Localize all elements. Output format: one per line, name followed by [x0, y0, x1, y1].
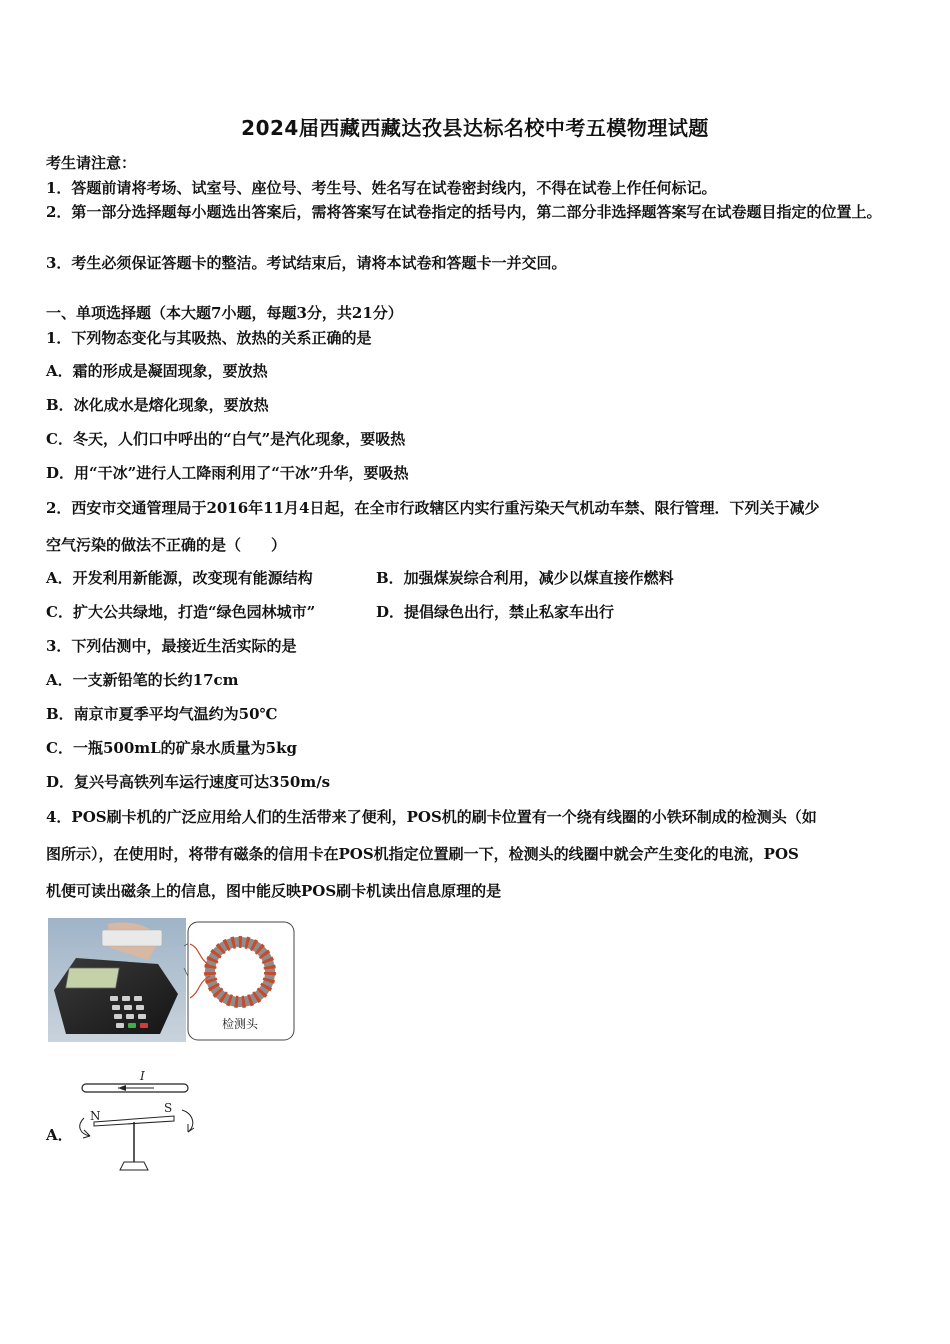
section-heading: 一、单项选择题（本大题7小题，每题3分，共21分） [46, 304, 403, 322]
q1-option-a: A．霜的形成是凝固现象，要放热 [46, 362, 268, 380]
notice-item-3: 3．考生必须保证答题卡的整洁。考试结束后，请将本试卷和答题卡一并交回。 [46, 254, 567, 272]
q2-option-b: B．加强煤炭综合利用，减少以煤直接作燃料 [376, 569, 674, 587]
q1-option-b: B．冰化成水是熔化现象，要放热 [46, 396, 269, 414]
q2-stem-line2: 空气污染的做法不正确的是（ ） [46, 536, 287, 554]
q3-option-a: A．一支新铅笔的长约17cm [46, 671, 239, 689]
q2-option-a: A．开发利用新能源，改变现有能源结构 [46, 569, 313, 587]
q3-option-d: D．复兴号高铁列车运行速度可达350m/s [46, 773, 331, 791]
q4-option-a-figure [74, 1066, 204, 1174]
q4-stem-line2: 图所示），在使用时，将带有磁条的信用卡在POS机指定位置刷一下，检测头的线圈中就会产生变化的电流，POS [46, 845, 799, 863]
current-label: I [140, 1069, 145, 1083]
pos-screen [66, 968, 120, 988]
q3-option-b: B．南京市夏季平均气温约为50℃ [46, 705, 278, 723]
q2-stem-line1: 2．西安市交通管理局于2016年11月4日起，在全市行政辖区内实行重污染天气机动车禁、限行管理．下列关于减少 [46, 499, 820, 517]
q1-option-c: C．冬天，人们口中呼出的“白气”是汽化现象，要吸热 [46, 430, 406, 448]
q1-stem: 1．下列物态变化与其吸热、放热的关系正确的是 [46, 329, 372, 347]
notice-heading: 考生请注意： [46, 154, 137, 172]
q2-option-d: D．提倡绿色出行，禁止私家车出行 [376, 603, 615, 621]
q4-stem-line3: 机便可读出磁条上的信息，图中能反映POS刷卡机读出信息原理的是 [46, 882, 502, 900]
rotation-arrow-left-icon [80, 1118, 90, 1136]
q3-stem: 3．下列估测中，最接近生活实际的是 [46, 637, 297, 655]
q4-option-a-label: A． [46, 1126, 73, 1144]
q3-option-c: C．一瓶500mL的矿泉水质量为5kg [46, 739, 297, 757]
rotation-arrow-right-icon [182, 1110, 193, 1132]
credit-card [102, 930, 162, 946]
detection-head-label: 检测头 [221, 1017, 259, 1031]
q1-option-d: D．用“干冰”进行人工降雨利用了“干冰”升华，要吸热 [46, 464, 409, 482]
q4-stem-line1: 4．POS刷卡机的广泛应用给人们的生活带来了便利，POS机的刷卡位置有一个绕有线圈的小铁环制成的检测头（如 [46, 808, 817, 826]
north-pole-label: N [90, 1109, 101, 1123]
exam-title: 2024届西藏西藏达孜县达标名校中考五模物理试题 [241, 116, 709, 140]
notice-item-1: 1．答题前请将考场、试室号、座位号、考生号、姓名写在试卷密封线内，不得在试卷上作任何标记。 [46, 179, 717, 197]
compass-base [120, 1162, 148, 1170]
south-pole-label: S [164, 1101, 173, 1115]
notice-item-2: 2．第一部分选择题每小题选出答案后，需将答案写在试卷指定的括号内，第二部分非选择题答案写在试卷题目指定的位置上。 [46, 203, 882, 221]
q2-option-c: C．扩大公共绿地，打造“绿色园林城市” [46, 603, 316, 621]
pos-machine-figure [48, 918, 296, 1042]
